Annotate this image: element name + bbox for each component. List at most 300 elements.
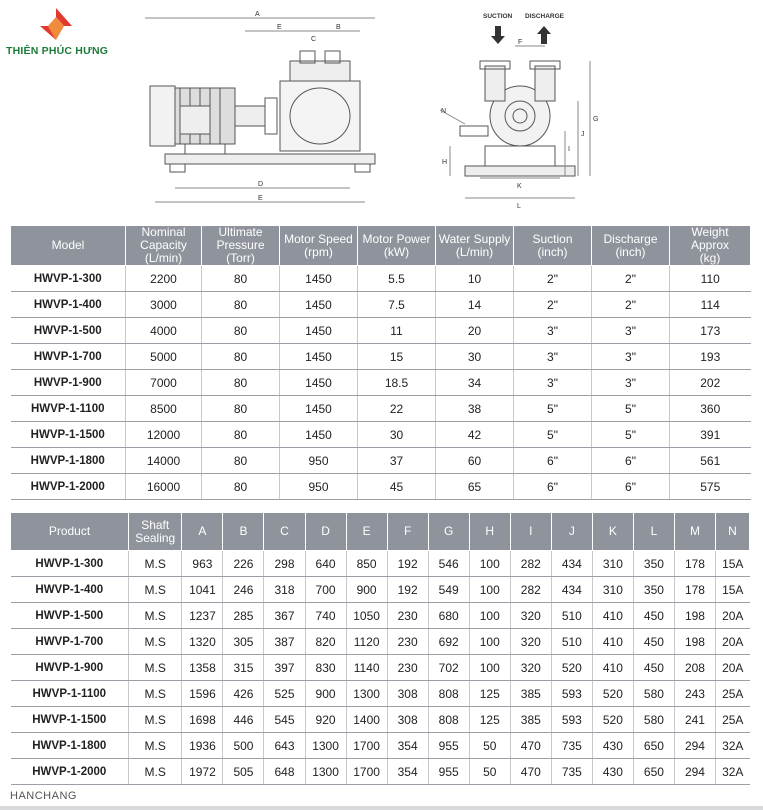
column-header xyxy=(129,513,182,551)
table-cell: 680 xyxy=(428,603,469,629)
column-header-text: Motor Power xyxy=(362,231,431,246)
table-cell: 900 xyxy=(346,577,387,603)
table-cell: 650 xyxy=(633,733,674,759)
table-cell: 3" xyxy=(514,318,592,344)
model-cell: HWVP-1-900 xyxy=(11,655,129,681)
table-cell: 80 xyxy=(202,344,280,370)
dim-label-n: N xyxy=(441,108,447,115)
table-cell: 410 xyxy=(592,655,633,681)
table-cell: 391 xyxy=(670,422,751,448)
model-cell: HWVP-1-400 xyxy=(11,292,126,318)
column-header-text: C xyxy=(280,524,289,538)
column-header xyxy=(346,513,387,551)
table-row xyxy=(11,707,750,733)
dim-label-c: C xyxy=(311,36,317,43)
table-row xyxy=(11,370,751,396)
column-header-text: H xyxy=(485,524,495,538)
table-cell: 226 xyxy=(223,551,264,577)
model-cell: HWVP-1-400 xyxy=(11,577,129,603)
dim-label-i: I xyxy=(568,146,570,153)
table-cell: 510 xyxy=(551,603,592,629)
table-cell: 545 xyxy=(264,707,305,733)
table-cell: 430 xyxy=(592,759,633,785)
table-cell: 241 xyxy=(674,707,715,733)
column-header-text: I xyxy=(529,524,533,538)
table-cell: M.S xyxy=(129,577,182,603)
table-cell: 963 xyxy=(182,551,223,577)
table-cell: 1700 xyxy=(346,759,387,785)
table-cell: 385 xyxy=(510,681,551,707)
table-cell: 808 xyxy=(428,707,469,733)
table-cell: 80 xyxy=(202,318,280,344)
dim-label-j: J xyxy=(581,131,585,138)
table-cell: 434 xyxy=(551,577,592,603)
table-cell: 1450 xyxy=(280,266,358,292)
table-cell: 1936 xyxy=(182,733,223,759)
table-cell: 80 xyxy=(202,422,280,448)
table-cell: 37 xyxy=(358,448,436,474)
table-cell: 1450 xyxy=(280,318,358,344)
table-cell: 12000 xyxy=(126,422,202,448)
column-header-text: Shaft xyxy=(141,517,170,532)
model-cell: HWVP-1-1800 xyxy=(11,448,126,474)
column-header-text: K xyxy=(608,524,617,538)
table-cell: 1450 xyxy=(280,396,358,422)
column-header-text: (L/min) xyxy=(455,244,494,259)
table-cell: 30 xyxy=(358,422,436,448)
table-cell: 500 xyxy=(223,733,264,759)
table-cell: 100 xyxy=(469,655,510,681)
column-header-text: (inch) xyxy=(537,244,568,259)
table-cell: 230 xyxy=(387,655,428,681)
table-cell: 178 xyxy=(674,577,715,603)
company-logo xyxy=(6,6,116,61)
column-header-text: B xyxy=(239,524,248,538)
table-cell: 100 xyxy=(469,577,510,603)
table-cell: 1450 xyxy=(280,292,358,318)
table-cell: 950 xyxy=(280,474,358,500)
table-cell: 230 xyxy=(387,603,428,629)
table-header-row xyxy=(11,513,750,551)
table-cell: 30 xyxy=(436,344,514,370)
dim-label-b: B xyxy=(336,24,341,31)
table-cell: 1041 xyxy=(182,577,223,603)
table-cell: 100 xyxy=(469,551,510,577)
table-row xyxy=(11,551,750,577)
column-header-text: E xyxy=(362,524,371,538)
table-cell: 808 xyxy=(428,681,469,707)
column-header xyxy=(358,226,436,266)
table-cell: 114 xyxy=(670,292,751,318)
table-cell: 32A xyxy=(716,733,750,759)
table-cell: 367 xyxy=(264,603,305,629)
column-header xyxy=(280,226,358,266)
table-cell: 285 xyxy=(223,603,264,629)
model-cell: HWVP-1-1100 xyxy=(11,396,126,422)
table-cell: 310 xyxy=(592,577,633,603)
table-cell: 450 xyxy=(633,655,674,681)
table-cell: 702 xyxy=(428,655,469,681)
table-cell: 202 xyxy=(670,370,751,396)
column-header xyxy=(510,513,551,551)
table-cell: 5" xyxy=(514,422,592,448)
table-cell: 354 xyxy=(387,759,428,785)
table-row xyxy=(11,266,751,292)
table-cell: 430 xyxy=(592,733,633,759)
table-cell: 80 xyxy=(202,370,280,396)
model-cell: HWVP-1-700 xyxy=(11,344,126,370)
dimension-table xyxy=(10,512,750,785)
table-cell: 308 xyxy=(387,707,428,733)
table-cell: 294 xyxy=(674,759,715,785)
table-cell: 470 xyxy=(510,733,551,759)
column-header xyxy=(11,513,129,551)
table-header-row xyxy=(11,226,751,266)
table-cell: 20A xyxy=(716,655,750,681)
table-cell: 900 xyxy=(305,681,346,707)
column-header xyxy=(126,226,202,266)
dim-label-f: F xyxy=(518,39,523,46)
table-cell: 740 xyxy=(305,603,346,629)
table-row xyxy=(11,759,750,785)
table-cell: 80 xyxy=(202,448,280,474)
logo-mark-icon xyxy=(36,6,76,42)
column-header xyxy=(11,226,126,266)
table-cell: 446 xyxy=(223,707,264,733)
table-cell: 735 xyxy=(551,759,592,785)
table-cell: 354 xyxy=(387,733,428,759)
pump-technical-drawing xyxy=(140,6,600,211)
column-header xyxy=(202,226,280,266)
table-cell: 1700 xyxy=(346,733,387,759)
table-cell: 15A xyxy=(716,577,750,603)
table-cell: 5" xyxy=(592,396,670,422)
table-cell: 2" xyxy=(592,266,670,292)
table-row xyxy=(11,344,751,370)
model-cell: HWVP-1-1500 xyxy=(11,422,126,448)
table-cell: 1140 xyxy=(346,655,387,681)
table-cell: 1300 xyxy=(346,681,387,707)
table-cell: 282 xyxy=(510,577,551,603)
table-cell: 243 xyxy=(674,681,715,707)
table-cell: 410 xyxy=(592,603,633,629)
table-cell: 294 xyxy=(674,733,715,759)
table-cell: 1300 xyxy=(305,759,346,785)
column-header xyxy=(674,513,715,551)
table-cell: 230 xyxy=(387,629,428,655)
table-cell: 198 xyxy=(674,629,715,655)
table-cell: 125 xyxy=(469,707,510,733)
model-cell: HWVP-1-1800 xyxy=(11,733,129,759)
table-cell: 525 xyxy=(264,681,305,707)
model-cell: HWVP-1-500 xyxy=(11,603,129,629)
table-row xyxy=(11,733,750,759)
column-header-text: Discharge xyxy=(603,231,658,246)
table-cell: 2" xyxy=(592,292,670,318)
table-cell: 510 xyxy=(551,629,592,655)
table-cell: 350 xyxy=(633,577,674,603)
table-cell: 1050 xyxy=(346,603,387,629)
column-header-text: (L/min) xyxy=(144,251,183,265)
table-cell: 692 xyxy=(428,629,469,655)
table-cell: M.S xyxy=(129,759,182,785)
table-cell: 580 xyxy=(633,707,674,733)
table-cell: 6" xyxy=(514,474,592,500)
table-cell: 830 xyxy=(305,655,346,681)
table-cell: 80 xyxy=(202,292,280,318)
table-cell: 520 xyxy=(592,707,633,733)
table-cell: 2" xyxy=(514,292,592,318)
model-cell: HWVP-1-300 xyxy=(11,266,126,292)
column-header-text: Nominal Capacity xyxy=(140,225,187,252)
model-cell: HWVP-1-700 xyxy=(11,629,129,655)
column-header xyxy=(716,513,750,551)
dim-label-a: A xyxy=(255,11,260,18)
table-cell: 6" xyxy=(592,474,670,500)
table-cell: M.S xyxy=(129,733,182,759)
table-cell: 2" xyxy=(514,266,592,292)
table-cell: 3000 xyxy=(126,292,202,318)
table-cell: 320 xyxy=(510,603,551,629)
table-cell: 643 xyxy=(264,733,305,759)
table-cell: 25A xyxy=(716,681,750,707)
table-cell: 11 xyxy=(358,318,436,344)
table-cell: 735 xyxy=(551,733,592,759)
table-cell: 282 xyxy=(510,551,551,577)
logo-text: THIÊN PHÚC HƯNG xyxy=(6,45,109,57)
table-cell: 298 xyxy=(264,551,305,577)
table-cell: 15A xyxy=(716,551,750,577)
column-header xyxy=(514,226,592,266)
column-header-text: G xyxy=(444,524,454,538)
table-cell: 1237 xyxy=(182,603,223,629)
table-cell: 580 xyxy=(633,681,674,707)
column-header xyxy=(670,226,751,266)
table-cell: 1450 xyxy=(280,344,358,370)
column-header xyxy=(592,226,670,266)
table-cell: 14 xyxy=(436,292,514,318)
table-cell: 546 xyxy=(428,551,469,577)
table-cell: 3" xyxy=(592,370,670,396)
table-cell: M.S xyxy=(129,681,182,707)
column-header-text: (rpm) xyxy=(304,244,333,259)
table-cell: 426 xyxy=(223,681,264,707)
footer-divider xyxy=(0,806,763,810)
table-cell: 549 xyxy=(428,577,469,603)
table-cell: 350 xyxy=(633,551,674,577)
table-cell: 520 xyxy=(592,681,633,707)
column-header-text: Suction xyxy=(532,231,573,246)
table-cell: 410 xyxy=(592,629,633,655)
table-cell: 1358 xyxy=(182,655,223,681)
table-cell: 3" xyxy=(514,344,592,370)
table-cell: 648 xyxy=(264,759,305,785)
table-cell: 50 xyxy=(469,759,510,785)
table-cell: 955 xyxy=(428,733,469,759)
table-cell: 178 xyxy=(674,551,715,577)
table-row xyxy=(11,629,750,655)
table-cell: 434 xyxy=(551,551,592,577)
dim-label-h: H xyxy=(442,159,448,166)
table-cell: 80 xyxy=(202,396,280,422)
column-header xyxy=(551,513,592,551)
dim-label-e-top: E xyxy=(277,24,282,31)
table-cell: 25A xyxy=(716,707,750,733)
table-cell: 920 xyxy=(305,707,346,733)
column-header-text: (kg) xyxy=(699,251,721,265)
table-cell: 650 xyxy=(633,759,674,785)
table-cell: 640 xyxy=(305,551,346,577)
table-cell: 850 xyxy=(346,551,387,577)
table-cell: 6" xyxy=(592,448,670,474)
column-header xyxy=(428,513,469,551)
model-cell: HWVP-1-500 xyxy=(11,318,126,344)
table-cell: 3" xyxy=(592,344,670,370)
table-cell: 192 xyxy=(387,551,428,577)
column-header xyxy=(592,513,633,551)
table-cell: 5.5 xyxy=(358,266,436,292)
table-cell: 385 xyxy=(510,707,551,733)
table-cell: 360 xyxy=(670,396,751,422)
table-cell: 320 xyxy=(510,629,551,655)
table-cell: 305 xyxy=(223,629,264,655)
table-cell: 5" xyxy=(514,396,592,422)
model-cell: HWVP-1-1500 xyxy=(11,707,129,733)
column-header-text: Model xyxy=(51,238,85,252)
table-row xyxy=(11,422,751,448)
table-cell: 20A xyxy=(716,629,750,655)
table-cell: 125 xyxy=(469,681,510,707)
table-row xyxy=(11,318,751,344)
table-cell: 1698 xyxy=(182,707,223,733)
table-cell: 7000 xyxy=(126,370,202,396)
table-cell: 34 xyxy=(436,370,514,396)
table-cell: 1596 xyxy=(182,681,223,707)
table-cell: 1450 xyxy=(280,422,358,448)
table-cell: 315 xyxy=(223,655,264,681)
table-cell: 38 xyxy=(436,396,514,422)
table-cell: 450 xyxy=(633,629,674,655)
column-header xyxy=(223,513,264,551)
column-header-text: D xyxy=(321,524,330,538)
model-cell: HWVP-1-2000 xyxy=(11,474,126,500)
table-row xyxy=(11,292,751,318)
table-cell: 5" xyxy=(592,422,670,448)
table-cell: 110 xyxy=(670,266,751,292)
table-cell: 45 xyxy=(358,474,436,500)
table-cell: 20A xyxy=(716,603,750,629)
table-cell: 6" xyxy=(514,448,592,474)
table-cell: 3" xyxy=(592,318,670,344)
table-cell: 4000 xyxy=(126,318,202,344)
table-cell: 15 xyxy=(358,344,436,370)
table-cell: 246 xyxy=(223,577,264,603)
column-header-text: (inch) xyxy=(615,244,646,259)
table-cell: 950 xyxy=(280,448,358,474)
table-cell: 198 xyxy=(674,603,715,629)
table-cell: M.S xyxy=(129,603,182,629)
table-cell: M.S xyxy=(129,655,182,681)
table-cell: 60 xyxy=(436,448,514,474)
table-cell: 593 xyxy=(551,681,592,707)
column-header-text: Ultimate Pressure xyxy=(216,225,265,252)
column-header xyxy=(633,513,674,551)
model-cell: HWVP-1-900 xyxy=(11,370,126,396)
column-header-text: L xyxy=(650,524,658,538)
table-cell: 397 xyxy=(264,655,305,681)
column-header-text: Motor Speed xyxy=(284,231,353,246)
column-header-text: Sealing xyxy=(135,530,176,545)
table-row xyxy=(11,681,750,707)
table-cell: 1320 xyxy=(182,629,223,655)
table-cell: 42 xyxy=(436,422,514,448)
table-cell: 208 xyxy=(674,655,715,681)
table-cell: 80 xyxy=(202,266,280,292)
column-header-text: Weight Approx xyxy=(690,225,730,252)
dim-label-d: D xyxy=(258,181,264,188)
table-cell: 561 xyxy=(670,448,751,474)
table-cell: 308 xyxy=(387,681,428,707)
table-row xyxy=(11,655,750,681)
column-header xyxy=(182,513,223,551)
table-cell: M.S xyxy=(129,551,182,577)
table-cell: 1450 xyxy=(280,370,358,396)
table-cell: 1300 xyxy=(305,733,346,759)
table-cell: 22 xyxy=(358,396,436,422)
table-row xyxy=(11,448,751,474)
dim-label-l: L xyxy=(517,203,521,210)
table-cell: 5000 xyxy=(126,344,202,370)
table-row xyxy=(11,603,750,629)
performance-spec-table xyxy=(10,225,751,500)
model-cell: HWVP-1-1100 xyxy=(11,681,129,707)
table-cell: 470 xyxy=(510,759,551,785)
table-cell: 193 xyxy=(670,344,751,370)
table-cell: 520 xyxy=(551,655,592,681)
table-row xyxy=(11,577,750,603)
column-header xyxy=(264,513,305,551)
table-cell: 100 xyxy=(469,629,510,655)
table-cell: 14000 xyxy=(126,448,202,474)
table-cell: 65 xyxy=(436,474,514,500)
table-cell: 32A xyxy=(716,759,750,785)
table-cell: 318 xyxy=(264,577,305,603)
column-header-text: (Torr) xyxy=(226,251,255,265)
table-cell: 173 xyxy=(670,318,751,344)
table-cell: 18.5 xyxy=(358,370,436,396)
table-cell: 700 xyxy=(305,577,346,603)
table-cell: 8500 xyxy=(126,396,202,422)
table-cell: 593 xyxy=(551,707,592,733)
table-cell: 50 xyxy=(469,733,510,759)
table-cell: 450 xyxy=(633,603,674,629)
brand-footer: HANCHANG xyxy=(10,790,77,802)
table-cell: M.S xyxy=(129,629,182,655)
column-header-text: J xyxy=(568,524,575,538)
column-header-text: Product xyxy=(48,524,91,538)
suction-label: SUCTION xyxy=(483,13,513,20)
table-cell: 1972 xyxy=(182,759,223,785)
table-cell: 310 xyxy=(592,551,633,577)
model-cell: HWVP-1-2000 xyxy=(11,759,129,785)
table-cell: 387 xyxy=(264,629,305,655)
table-cell: M.S xyxy=(129,707,182,733)
table-cell: 2200 xyxy=(126,266,202,292)
table-cell: 320 xyxy=(510,655,551,681)
column-header xyxy=(469,513,510,551)
column-header xyxy=(387,513,428,551)
table-cell: 505 xyxy=(223,759,264,785)
